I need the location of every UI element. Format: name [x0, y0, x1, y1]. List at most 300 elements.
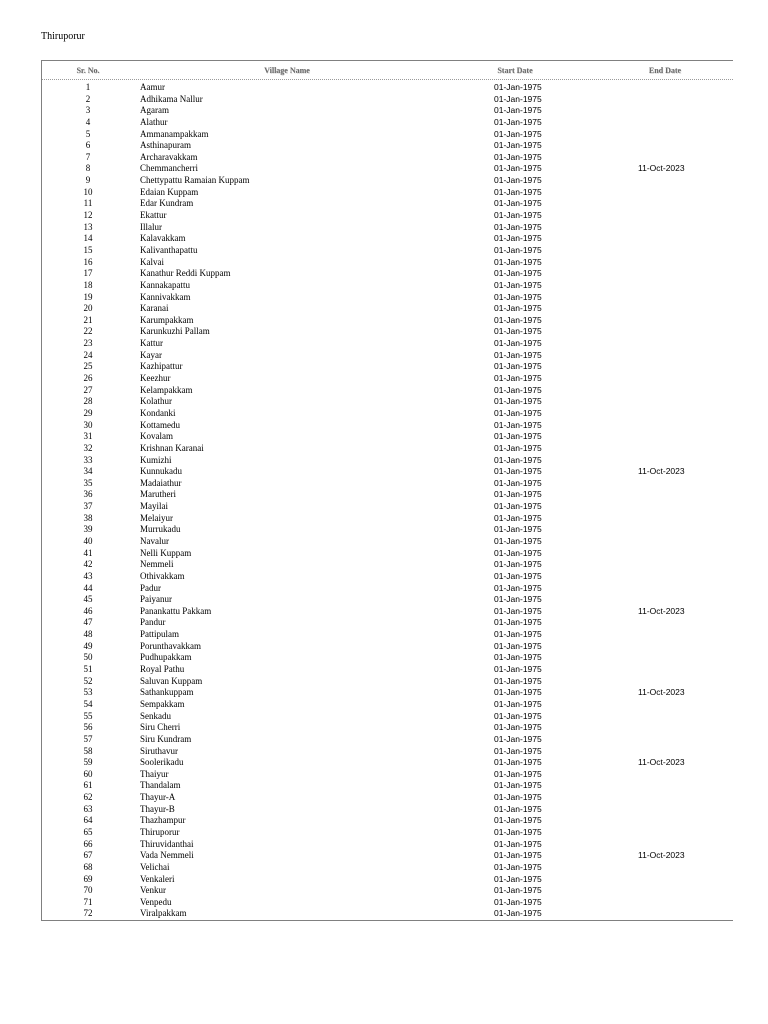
- table-row: [42, 198, 733, 210]
- header-end-date: End Date: [648, 66, 682, 75]
- cell-start-date: 01-Jan-1975: [494, 710, 542, 721]
- table-row: [42, 583, 733, 595]
- table-row: [42, 455, 733, 467]
- cell-village-name: Venkur: [140, 885, 166, 896]
- cell-start-date: 01-Jan-1975: [494, 827, 542, 837]
- cell-village-name: Paiyanur: [140, 594, 172, 605]
- table-row: [42, 443, 733, 455]
- table-row: [42, 420, 733, 432]
- cell-sr-no: 51: [83, 664, 93, 675]
- table-row: [42, 769, 733, 781]
- cell-village-name: Thayur-B: [140, 803, 175, 814]
- cell-village-name: Pandur: [140, 617, 166, 628]
- table-row: [42, 722, 733, 734]
- header-start-date: Start Date: [497, 66, 533, 75]
- cell-sr-no: 40: [83, 535, 93, 546]
- table-row: [42, 478, 733, 490]
- cell-start-date: 01-Jan-1975: [494, 419, 542, 430]
- cell-sr-no: 42: [83, 559, 93, 570]
- table-row: [42, 303, 733, 315]
- cell-village-name: Venkaleri: [140, 873, 175, 884]
- table-row: [42, 466, 733, 478]
- cell-village-name: Kattur: [140, 338, 163, 349]
- cell-sr-no: 9: [85, 175, 91, 186]
- table-row: [42, 850, 733, 862]
- cell-sr-no: 8: [85, 163, 91, 174]
- cell-sr-no: 62: [83, 792, 93, 803]
- cell-village-name: Kanathur Reddi Kuppam: [140, 268, 231, 279]
- cell-start-date: 01-Jan-1975: [494, 524, 542, 535]
- cell-end-date: 11-Oct-2023: [638, 466, 685, 477]
- cell-village-name: Nemmeli: [140, 559, 174, 570]
- cell-village-name: Thiruporur: [140, 827, 180, 837]
- cell-sr-no: 31: [83, 431, 93, 442]
- cell-sr-no: 55: [83, 710, 93, 721]
- cell-sr-no: 70: [83, 885, 93, 896]
- cell-village-name: Kalivanthapattu: [140, 244, 198, 255]
- cell-sr-no: 67: [83, 850, 93, 861]
- table-row: [42, 571, 733, 583]
- table-row: [42, 408, 733, 420]
- cell-sr-no: 61: [83, 780, 93, 791]
- cell-village-name: Venpedu: [140, 896, 172, 907]
- cell-sr-no: 57: [83, 733, 93, 744]
- cell-start-date: 01-Jan-1975: [494, 116, 542, 127]
- village-table: [41, 60, 733, 921]
- cell-village-name: Keezhur: [140, 373, 171, 384]
- cell-village-name: Soolerikadu: [140, 757, 184, 768]
- cell-village-name: Kondanki: [140, 407, 176, 418]
- cell-village-name: Othivakkam: [140, 570, 185, 581]
- cell-village-name: Alathur: [140, 116, 168, 127]
- cell-start-date: 01-Jan-1975: [494, 652, 542, 663]
- cell-village-name: Edar Kundram: [140, 198, 194, 209]
- cell-start-date: 01-Jan-1975: [494, 233, 542, 244]
- table-row: [42, 361, 733, 373]
- cell-start-date: 01-Jan-1975: [494, 314, 542, 325]
- cell-sr-no: 21: [83, 314, 93, 325]
- table-row: [42, 513, 733, 525]
- cell-start-date: 01-Jan-1975: [494, 640, 542, 651]
- table-row: [42, 280, 733, 292]
- cell-sr-no: 48: [83, 629, 93, 640]
- table-row: [42, 536, 733, 548]
- cell-start-date: 01-Jan-1975: [494, 885, 542, 896]
- cell-sr-no: 44: [83, 582, 93, 593]
- header-sr-no: Sr. No.: [76, 66, 100, 75]
- cell-sr-no: 38: [83, 512, 93, 523]
- cell-sr-no: 65: [83, 827, 93, 837]
- cell-sr-no: 24: [83, 349, 93, 360]
- cell-village-name: Adhikama Nallur: [140, 93, 203, 104]
- cell-start-date: 01-Jan-1975: [494, 582, 542, 593]
- cell-end-date: 11-Oct-2023: [638, 605, 685, 616]
- cell-sr-no: 18: [83, 279, 93, 290]
- cell-start-date: 01-Jan-1975: [494, 792, 542, 803]
- cell-sr-no: 69: [83, 873, 93, 884]
- cell-start-date: 01-Jan-1975: [494, 256, 542, 267]
- cell-sr-no: 49: [83, 640, 93, 651]
- cell-sr-no: 22: [83, 326, 93, 337]
- cell-start-date: 01-Jan-1975: [494, 338, 542, 349]
- cell-start-date: 01-Jan-1975: [494, 431, 542, 442]
- cell-village-name: Panankattu Pakkam: [140, 605, 212, 616]
- cell-start-date: 01-Jan-1975: [494, 268, 542, 279]
- cell-start-date: 01-Jan-1975: [494, 570, 542, 581]
- cell-village-name: Thaiyur: [140, 768, 169, 779]
- cell-sr-no: 66: [83, 838, 93, 849]
- cell-village-name: Mayilai: [140, 501, 168, 512]
- table-header-row: [42, 61, 733, 80]
- cell-sr-no: 39: [83, 524, 93, 535]
- cell-sr-no: 23: [83, 338, 93, 349]
- table-row: [42, 827, 733, 839]
- cell-village-name: Pattipulam: [140, 629, 179, 640]
- cell-start-date: 01-Jan-1975: [494, 722, 542, 733]
- cell-start-date: 01-Jan-1975: [494, 780, 542, 791]
- cell-village-name: Kelampakkam: [140, 384, 193, 395]
- cell-start-date: 01-Jan-1975: [494, 175, 542, 186]
- cell-start-date: 01-Jan-1975: [494, 861, 542, 872]
- cell-village-name: Krishnan Karanai: [140, 442, 204, 453]
- table-row: [42, 839, 733, 851]
- cell-sr-no: 1: [85, 82, 91, 92]
- cell-sr-no: 16: [83, 256, 93, 267]
- cell-start-date: 01-Jan-1975: [494, 745, 542, 756]
- table-row: [42, 652, 733, 664]
- table-row: [42, 210, 733, 222]
- cell-sr-no: 30: [83, 419, 93, 430]
- cell-sr-no: 59: [83, 757, 93, 768]
- cell-village-name: Asthinapuram: [140, 140, 191, 151]
- cell-village-name: Siru Kundram: [140, 733, 192, 744]
- table-row: [42, 257, 733, 269]
- table-row: [42, 734, 733, 746]
- table-row: [42, 140, 733, 152]
- cell-start-date: 01-Jan-1975: [494, 687, 542, 698]
- cell-sr-no: 19: [83, 291, 93, 302]
- cell-start-date: 01-Jan-1975: [494, 477, 542, 488]
- table-row: [42, 175, 733, 187]
- cell-village-name: Pudhupakkam: [140, 652, 192, 663]
- table-row: [42, 559, 733, 571]
- cell-start-date: 01-Jan-1975: [494, 163, 542, 174]
- cell-village-name: Sempakkam: [140, 698, 185, 709]
- cell-sr-no: 53: [83, 687, 93, 698]
- cell-start-date: 01-Jan-1975: [494, 128, 542, 139]
- cell-sr-no: 58: [83, 745, 93, 756]
- cell-start-date: 01-Jan-1975: [494, 629, 542, 640]
- cell-village-name: Kazhipattur: [140, 361, 183, 372]
- table-row: [42, 699, 733, 711]
- table-row: [42, 804, 733, 816]
- cell-sr-no: 2: [85, 93, 91, 104]
- cell-start-date: 01-Jan-1975: [494, 757, 542, 768]
- table-row: [42, 897, 733, 909]
- cell-sr-no: 20: [83, 303, 93, 314]
- cell-village-name: Madaiathur: [140, 477, 182, 488]
- cell-village-name: Kottamedu: [140, 419, 180, 430]
- cell-sr-no: 29: [83, 407, 93, 418]
- table-row: [42, 268, 733, 280]
- table-row: [42, 606, 733, 618]
- cell-start-date: 01-Jan-1975: [494, 326, 542, 337]
- cell-start-date: 01-Jan-1975: [494, 151, 542, 162]
- cell-start-date: 01-Jan-1975: [494, 221, 542, 232]
- table-row: [42, 396, 733, 408]
- cell-village-name: Velichai: [140, 861, 170, 872]
- cell-end-date: 11-Oct-2023: [638, 687, 685, 698]
- cell-start-date: 01-Jan-1975: [494, 82, 542, 92]
- cell-start-date: 01-Jan-1975: [494, 396, 542, 407]
- cell-village-name: Kovalam: [140, 431, 173, 442]
- table-row: [42, 629, 733, 641]
- cell-start-date: 01-Jan-1975: [494, 873, 542, 884]
- cell-start-date: 01-Jan-1975: [494, 454, 542, 465]
- cell-end-date: 11-Oct-2023: [638, 163, 685, 174]
- table-row: [42, 501, 733, 513]
- cell-start-date: 01-Jan-1975: [494, 547, 542, 558]
- cell-end-date: 11-Oct-2023: [638, 757, 685, 768]
- cell-start-date: 01-Jan-1975: [494, 105, 542, 116]
- table-row: [42, 222, 733, 234]
- cell-start-date: 01-Jan-1975: [494, 466, 542, 477]
- cell-start-date: 01-Jan-1975: [494, 733, 542, 744]
- cell-start-date: 01-Jan-1975: [494, 501, 542, 512]
- table-row: [42, 862, 733, 874]
- table-row: [42, 187, 733, 199]
- cell-sr-no: 41: [83, 547, 93, 558]
- cell-start-date: 01-Jan-1975: [494, 198, 542, 209]
- cell-sr-no: 52: [83, 675, 93, 686]
- cell-start-date: 01-Jan-1975: [494, 908, 542, 919]
- cell-start-date: 01-Jan-1975: [494, 512, 542, 523]
- cell-start-date: 01-Jan-1975: [494, 244, 542, 255]
- table-row: [42, 885, 733, 897]
- cell-start-date: 01-Jan-1975: [494, 303, 542, 314]
- cell-start-date: 01-Jan-1975: [494, 559, 542, 570]
- cell-start-date: 01-Jan-1975: [494, 664, 542, 675]
- cell-village-name: Navalur: [140, 535, 169, 546]
- cell-start-date: 01-Jan-1975: [494, 186, 542, 197]
- cell-village-name: Thayur-A: [140, 792, 176, 803]
- table-row: [42, 908, 733, 920]
- cell-village-name: Siruthavur: [140, 745, 178, 756]
- cell-start-date: 01-Jan-1975: [494, 489, 542, 500]
- cell-sr-no: 4: [85, 116, 91, 127]
- cell-start-date: 01-Jan-1975: [494, 815, 542, 826]
- table-row: [42, 326, 733, 338]
- table-row: [42, 431, 733, 443]
- cell-village-name: Agaram: [140, 105, 169, 116]
- table-row: [42, 489, 733, 501]
- cell-start-date: 01-Jan-1975: [494, 210, 542, 221]
- table-row: [42, 746, 733, 758]
- cell-village-name: Ammanampakkam: [140, 128, 209, 139]
- cell-sr-no: 47: [83, 617, 93, 628]
- cell-sr-no: 32: [83, 442, 93, 453]
- cell-sr-no: 72: [83, 908, 93, 919]
- table-row: [42, 105, 733, 117]
- table-row: [42, 780, 733, 792]
- cell-village-name: Marutheri: [140, 489, 176, 500]
- cell-sr-no: 50: [83, 652, 93, 663]
- cell-start-date: 01-Jan-1975: [494, 535, 542, 546]
- cell-village-name: Sathankuppam: [140, 687, 194, 698]
- cell-sr-no: 27: [83, 384, 93, 395]
- table-row: [42, 338, 733, 350]
- cell-sr-no: 12: [83, 210, 93, 221]
- table-row: [42, 664, 733, 676]
- table-row: [42, 82, 733, 94]
- cell-village-name: Kannivakkam: [140, 291, 191, 302]
- cell-sr-no: 3: [85, 105, 91, 116]
- table-row: [42, 711, 733, 723]
- cell-village-name: Karanai: [140, 303, 169, 314]
- cell-village-name: Nelli Kuppam: [140, 547, 192, 558]
- cell-sr-no: 68: [83, 861, 93, 872]
- cell-village-name: Padur: [140, 582, 161, 593]
- table-row: [42, 163, 733, 175]
- cell-start-date: 01-Jan-1975: [494, 896, 542, 907]
- cell-village-name: Senkadu: [140, 710, 171, 721]
- table-row: [42, 792, 733, 804]
- cell-start-date: 01-Jan-1975: [494, 850, 542, 861]
- cell-village-name: Kalavakkam: [140, 233, 186, 244]
- table-row: [42, 757, 733, 769]
- cell-start-date: 01-Jan-1975: [494, 768, 542, 779]
- table-row: [42, 687, 733, 699]
- cell-sr-no: 35: [83, 477, 93, 488]
- cell-sr-no: 11: [83, 198, 93, 209]
- cell-village-name: Chemmancherri: [140, 163, 198, 174]
- cell-sr-no: 54: [83, 698, 93, 709]
- table-row: [42, 815, 733, 827]
- table-row: [42, 676, 733, 688]
- cell-sr-no: 36: [83, 489, 93, 500]
- cell-sr-no: 26: [83, 373, 93, 384]
- cell-village-name: Karunkuzhi Pallam: [140, 326, 210, 337]
- cell-start-date: 01-Jan-1975: [494, 803, 542, 814]
- table-row: [42, 117, 733, 129]
- cell-start-date: 01-Jan-1975: [494, 93, 542, 104]
- table-row: [42, 385, 733, 397]
- cell-sr-no: 13: [83, 221, 93, 232]
- cell-village-name: Kayar: [140, 349, 162, 360]
- cell-sr-no: 63: [83, 803, 93, 814]
- cell-sr-no: 71: [83, 896, 93, 907]
- cell-start-date: 01-Jan-1975: [494, 442, 542, 453]
- cell-start-date: 01-Jan-1975: [494, 279, 542, 290]
- cell-sr-no: 37: [83, 501, 93, 512]
- cell-start-date: 01-Jan-1975: [494, 349, 542, 360]
- cell-sr-no: 46: [83, 605, 93, 616]
- cell-sr-no: 56: [83, 722, 93, 733]
- table-row: [42, 373, 733, 385]
- cell-village-name: Archaravakkam: [140, 151, 198, 162]
- cell-sr-no: 34: [83, 466, 93, 477]
- cell-start-date: 01-Jan-1975: [494, 140, 542, 151]
- cell-village-name: Kunnukadu: [140, 466, 182, 477]
- cell-sr-no: 7: [85, 151, 91, 162]
- table-row: [42, 641, 733, 653]
- table-row: [42, 233, 733, 245]
- cell-village-name: Vada Nemmeli: [140, 850, 194, 861]
- cell-sr-no: 17: [83, 268, 93, 279]
- cell-village-name: Viralpakkam: [140, 908, 187, 919]
- cell-sr-no: 28: [83, 396, 93, 407]
- cell-village-name: Chettypattu Ramaian Kuppam: [140, 175, 250, 186]
- table-row: [42, 524, 733, 536]
- cell-start-date: 01-Jan-1975: [494, 361, 542, 372]
- cell-start-date: 01-Jan-1975: [494, 373, 542, 384]
- cell-start-date: 01-Jan-1975: [494, 605, 542, 616]
- table-row: [42, 315, 733, 327]
- cell-start-date: 01-Jan-1975: [494, 594, 542, 605]
- cell-village-name: Ekattur: [140, 210, 167, 221]
- cell-start-date: 01-Jan-1975: [494, 384, 542, 395]
- cell-start-date: 01-Jan-1975: [494, 407, 542, 418]
- table-row: [42, 152, 733, 164]
- table-row: [42, 245, 733, 257]
- cell-village-name: Karumpakkam: [140, 314, 194, 325]
- cell-sr-no: 33: [83, 454, 93, 465]
- cell-sr-no: 45: [83, 594, 93, 605]
- header-village-name: Village Name: [264, 66, 310, 75]
- cell-sr-no: 64: [83, 815, 93, 826]
- cell-village-name: Illalur: [140, 221, 162, 232]
- cell-sr-no: 14: [83, 233, 93, 244]
- cell-sr-no: 43: [83, 570, 93, 581]
- document-title: Thiruporur: [41, 31, 85, 42]
- cell-village-name: Melaiyur: [140, 512, 173, 523]
- table-row: [42, 94, 733, 106]
- cell-village-name: Murrukadu: [140, 524, 181, 535]
- cell-end-date: 11-Oct-2023: [638, 850, 685, 861]
- table-row: [42, 617, 733, 629]
- table-row: [42, 874, 733, 886]
- cell-village-name: Siru Cherri: [140, 722, 181, 733]
- cell-start-date: 01-Jan-1975: [494, 698, 542, 709]
- cell-sr-no: 60: [83, 768, 93, 779]
- cell-village-name: Edaian Kuppam: [140, 186, 199, 197]
- table-row: [42, 350, 733, 362]
- cell-village-name: Thazhampur: [140, 815, 186, 826]
- cell-sr-no: 5: [85, 128, 91, 139]
- cell-start-date: 01-Jan-1975: [494, 838, 542, 849]
- cell-village-name: Royal Pathu: [140, 664, 185, 675]
- table-row: [42, 594, 733, 606]
- cell-village-name: Saluvan Kuppam: [140, 675, 203, 686]
- cell-start-date: 01-Jan-1975: [494, 675, 542, 686]
- cell-village-name: Kannakapattu: [140, 279, 190, 290]
- cell-village-name: Thiruvidanthai: [140, 838, 194, 849]
- cell-sr-no: 25: [83, 361, 93, 372]
- cell-village-name: Kalvai: [140, 256, 164, 267]
- cell-sr-no: 6: [85, 140, 91, 151]
- cell-village-name: Kumizhi: [140, 454, 172, 465]
- table-row: [42, 548, 733, 560]
- cell-village-name: Aamur: [140, 82, 165, 92]
- table-row: [42, 292, 733, 304]
- table-body: [42, 82, 733, 920]
- cell-village-name: Kolathur: [140, 396, 172, 407]
- cell-start-date: 01-Jan-1975: [494, 291, 542, 302]
- cell-sr-no: 15: [83, 244, 93, 255]
- cell-sr-no: 10: [83, 186, 93, 197]
- table-row: [42, 129, 733, 141]
- cell-start-date: 01-Jan-1975: [494, 617, 542, 628]
